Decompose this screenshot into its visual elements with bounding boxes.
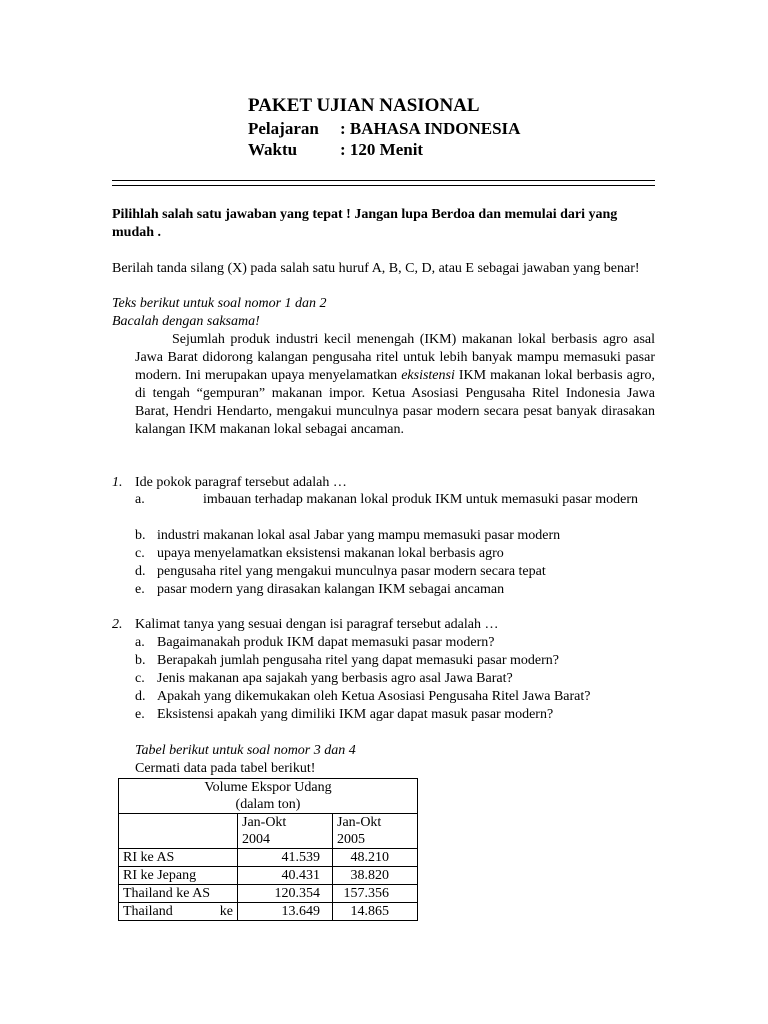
time-value: : 120 Menit [340,140,424,159]
value-2005: 38.820 [333,867,418,885]
option-letter: a. [135,492,145,507]
table-header-2004 [238,814,333,849]
table-row [119,885,418,903]
option-text: industri makanan lokal asal Jabar yang mampu memasuki pasar modern [157,528,561,543]
option-letter: e. [135,582,145,597]
row-label-suffix: ke [219,904,233,919]
reading-passage [135,331,655,439]
table-row [119,849,418,867]
option-letter: d. [135,689,146,704]
value-2004: 41.539 [238,849,333,867]
value-2005: 157.356 [333,885,418,903]
passage-part1: Sejumlah produk industri kecil menengah (IKM) makanan lokal berbasis agro asal Jawa Barat didorong kalangan pengusaha ritel untuk lebih banyak mampu memasuki pasar modern. Ini merupakan upaya menyelamatkan [135,332,655,383]
header-period: Jan-Okt [337,815,382,830]
value-2004: 13.649 [238,903,333,921]
general-instruction: Berilah tanda silang (X) pada salah satu huruf A, B, C, D, atau E sebagai jawaban yang benar! [112,261,640,276]
question-number: 1. [112,475,123,490]
option-letter: b. [135,653,146,668]
option-letter: c. [135,671,145,686]
option-letter: c. [135,546,145,561]
table-row [119,903,418,921]
row-label: Thailand [123,904,173,919]
option-letter: e. [135,707,145,722]
row-label-cell [119,903,238,921]
bold-instruction: Pilihlah salah satu jawaban yang tepat ! Jangan lupa Berdoa dan memulai dari yang mudah . [112,207,618,240]
question-stem: Kalimat tanya yang sesuai dengan isi paragraf tersebut adalah … [135,617,499,632]
divider-line-top [112,180,655,181]
passage-italic-word: eksistensi [401,368,455,383]
value-2004: 40.431 [238,867,333,885]
option-text: Apakah yang dikemukakan oleh Ketua Asosiasi Pengusaha Ritel Jawa Barat? [157,689,591,704]
option-letter: b. [135,528,146,543]
header-period: Jan-Okt [242,815,287,830]
text-note: Teks berikut untuk soal nomor 1 dan 2 [112,296,327,311]
page-title: PAKET UJIAN NASIONAL [248,95,480,116]
option-text: pengusaha ritel yang mengakui munculnya pasar modern secara tepat [157,564,546,579]
table-header-row [119,814,418,849]
value-2005: 48.210 [333,849,418,867]
option-letter: d. [135,564,146,579]
question-number: 2. [112,617,123,632]
table-title-cell [119,779,418,814]
read-note: Bacalah dengan saksama! [112,314,260,329]
table-instruction: Cermati data pada tabel berikut! [135,761,316,776]
subject-value: : BAHASA INDONESIA [340,119,521,138]
subject-label: Pelajaran [248,119,319,138]
row-label: Thailand ke AS [119,885,238,903]
table-subtitle: (dalam ton) [235,797,301,812]
passage-part2: IKM makanan lokal berbasis agro, di tengah “gempuran” makanan impor. Ketua Asosiasi Pengusaha Ritel Indonesia Jawa Barat, Hendri Hendarto, mengakui munculnya pasar modern secara pesat banyak dirasakan kalangan IKM makanan lokal sebagai ancaman. [135,368,655,437]
table-title-row [119,779,418,814]
divider-line-bottom [112,185,655,186]
time-label: Waktu [248,140,298,159]
row-label: RI ke AS [119,849,238,867]
header-year: 2005 [337,832,365,847]
row-label: RI ke Jepang [119,867,238,885]
option-text: Bagaimanakah produk IKM dapat memasuki pasar modern? [157,635,495,650]
option-text: imbauan terhadap makanan lokal produk IKM untuk memasuki pasar modern [203,492,639,507]
table-title: Volume Ekspor Udang [204,780,332,795]
option-text: pasar modern yang dirasakan kalangan IKM sebagai ancaman [157,582,505,597]
table-header-2005 [333,814,418,849]
header-year: 2004 [242,832,270,847]
option-text: Berapakah jumlah pengusaha ritel yang dapat memasuki pasar modern? [157,653,559,668]
option-text: Eksistensi apakah yang dimiliki IKM agar dapat masuk pasar modern? [157,707,554,722]
option-text: Jenis makanan apa sajakah yang berbasis agro asal Jawa Barat? [157,671,513,686]
table-header-empty [119,814,238,849]
value-2004: 120.354 [238,885,333,903]
option-text: upaya menyelamatkan eksistensi makanan lokal berbasis agro [157,546,504,561]
export-volume-table [118,778,418,921]
value-2005: 14.865 [333,903,418,921]
table-row [119,867,418,885]
table-note: Tabel berikut untuk soal nomor 3 dan 4 [135,743,356,758]
option-letter: a. [135,635,145,650]
question-stem: Ide pokok paragraf tersebut adalah … [135,475,347,490]
